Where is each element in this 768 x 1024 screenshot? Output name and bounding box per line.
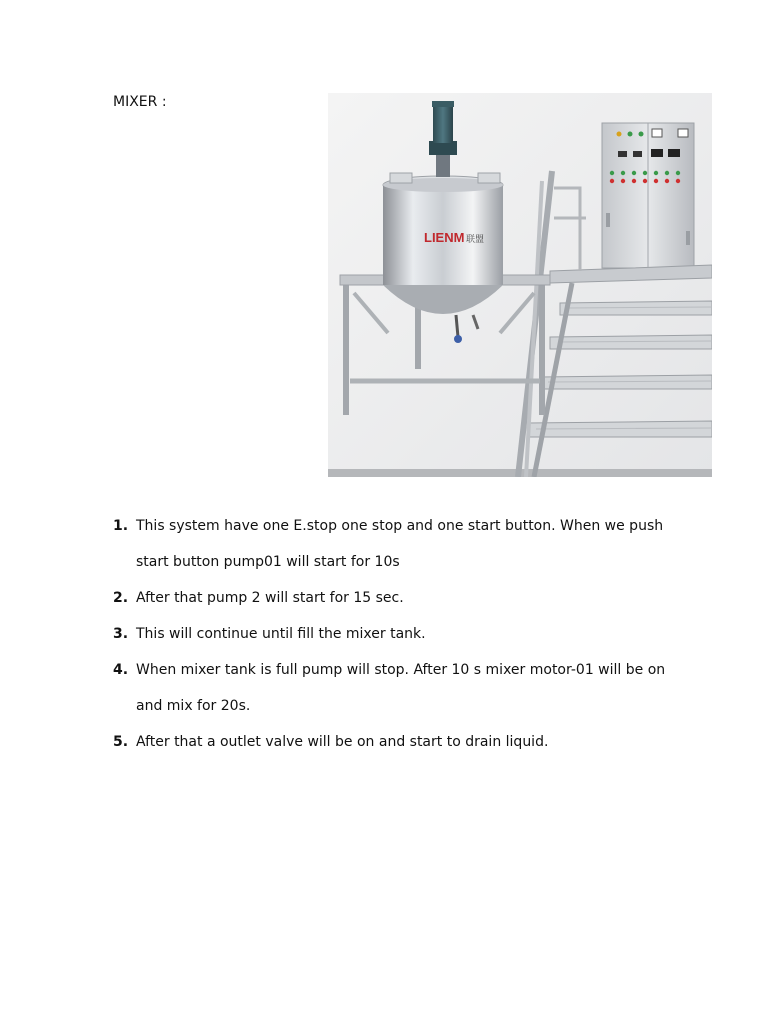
brand-logo-cn: 联盟 [466,235,485,245]
page-heading: MIXER : [113,94,167,110]
step-number: 3. [113,626,129,642]
step-text: After that pump 2 will start for 15 sec. [136,590,404,606]
mixer-tank-photo [328,93,712,477]
step-number: 2. [113,590,129,606]
list-item [113,652,673,724]
brand-logo: LIENM [424,230,465,245]
step-number: 1. [113,518,129,534]
step-number: 4. [113,662,129,678]
list-item [113,724,673,760]
list-item [113,616,673,652]
step-text: When mixer tank is full pump will stop. After 10 s mixer motor-01 will be on and mix for 20s. [136,662,666,714]
step-text: This will continue until fill the mixer tank. [136,626,426,642]
steps-list [113,508,673,760]
step-text: After that a outlet valve will be on and start to drain liquid. [136,734,549,750]
list-item [113,508,673,580]
step-text: This system have one E.stop one stop and one start button. When we push start button pump01 will start for 10s [136,518,664,570]
list-item [113,580,673,616]
step-number: 5. [113,734,129,750]
